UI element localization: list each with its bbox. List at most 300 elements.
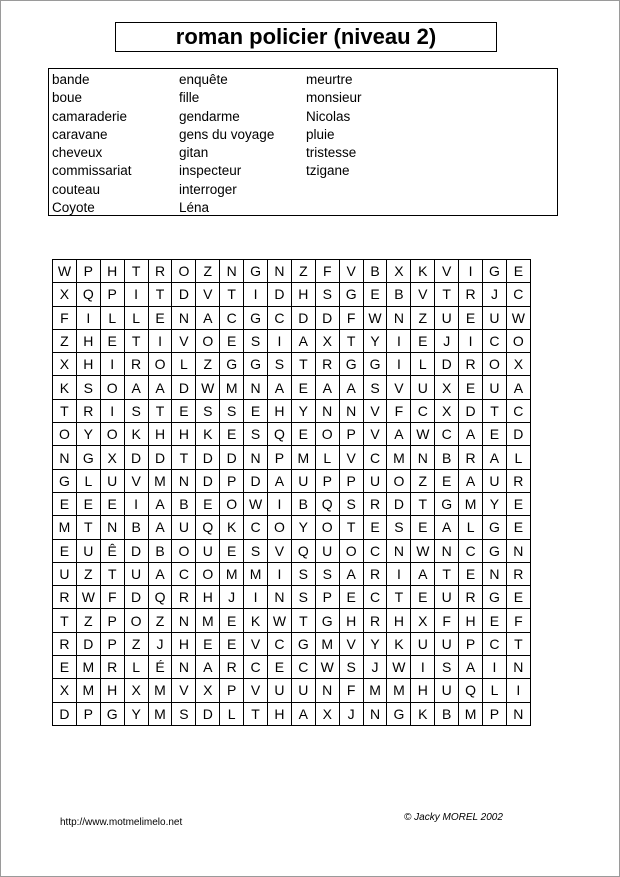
grid-cell[interactable]: S (220, 399, 244, 422)
grid-cell[interactable]: T (100, 562, 124, 585)
grid-cell[interactable]: A (268, 469, 292, 492)
grid-cell[interactable]: T (53, 399, 77, 422)
grid-cell[interactable]: T (124, 260, 148, 283)
grid-cell[interactable]: G (291, 632, 315, 655)
grid-cell[interactable]: K (411, 702, 435, 725)
grid-cell[interactable]: O (172, 260, 196, 283)
grid-cell[interactable]: E (506, 516, 530, 539)
grid-cell[interactable]: I (244, 586, 268, 609)
grid-cell[interactable]: Q (148, 586, 172, 609)
grid-cell[interactable]: R (148, 260, 172, 283)
grid-cell[interactable]: V (244, 679, 268, 702)
grid-cell[interactable]: V (172, 679, 196, 702)
grid-cell[interactable]: W (506, 306, 530, 329)
grid-cell[interactable]: O (220, 492, 244, 515)
grid-cell[interactable]: I (268, 562, 292, 585)
grid-cell[interactable]: H (459, 609, 483, 632)
grid-cell[interactable]: I (387, 562, 411, 585)
grid-cell[interactable]: R (459, 446, 483, 469)
grid-cell[interactable]: U (435, 306, 459, 329)
grid-cell[interactable]: A (291, 702, 315, 725)
grid-cell[interactable]: T (53, 609, 77, 632)
grid-cell[interactable]: O (315, 423, 339, 446)
grid-cell[interactable]: E (196, 492, 220, 515)
grid-cell[interactable]: K (196, 423, 220, 446)
grid-cell[interactable]: T (291, 353, 315, 376)
grid-cell[interactable]: C (483, 632, 507, 655)
grid-cell[interactable]: H (387, 609, 411, 632)
grid-cell[interactable]: N (172, 306, 196, 329)
grid-cell[interactable]: N (387, 306, 411, 329)
grid-cell[interactable]: X (315, 702, 339, 725)
grid-cell[interactable]: N (172, 609, 196, 632)
grid-cell[interactable]: M (76, 679, 100, 702)
grid-cell[interactable]: I (244, 283, 268, 306)
grid-cell[interactable]: C (268, 306, 292, 329)
grid-cell[interactable]: N (244, 376, 268, 399)
grid-cell[interactable]: O (124, 609, 148, 632)
grid-cell[interactable]: T (172, 446, 196, 469)
grid-cell[interactable]: U (435, 586, 459, 609)
grid-cell[interactable]: W (387, 656, 411, 679)
grid-cell[interactable]: G (53, 469, 77, 492)
grid-cell[interactable]: T (244, 702, 268, 725)
grid-cell[interactable]: S (363, 376, 387, 399)
grid-cell[interactable]: Q (291, 539, 315, 562)
grid-cell[interactable]: W (268, 609, 292, 632)
grid-cell[interactable]: E (506, 586, 530, 609)
grid-cell[interactable]: D (148, 446, 172, 469)
grid-cell[interactable]: Q (268, 423, 292, 446)
grid-cell[interactable]: D (387, 492, 411, 515)
grid-cell[interactable]: E (220, 539, 244, 562)
grid-cell[interactable]: C (363, 586, 387, 609)
grid-cell[interactable]: N (506, 539, 530, 562)
grid-cell[interactable]: I (459, 329, 483, 352)
grid-cell[interactable]: H (291, 283, 315, 306)
grid-cell[interactable]: W (53, 260, 77, 283)
grid-cell[interactable]: B (172, 492, 196, 515)
grid-cell[interactable]: I (124, 283, 148, 306)
grid-cell[interactable]: E (506, 492, 530, 515)
grid-cell[interactable]: M (315, 632, 339, 655)
grid-cell[interactable]: C (220, 306, 244, 329)
grid-cell[interactable]: E (268, 656, 292, 679)
grid-cell[interactable]: Z (76, 609, 100, 632)
grid-cell[interactable]: S (244, 539, 268, 562)
grid-cell[interactable]: U (315, 539, 339, 562)
grid-cell[interactable]: U (53, 562, 77, 585)
grid-cell[interactable]: U (363, 469, 387, 492)
grid-cell[interactable]: Q (196, 516, 220, 539)
grid-cell[interactable]: E (506, 260, 530, 283)
grid-cell[interactable]: S (124, 399, 148, 422)
grid-cell[interactable]: R (363, 562, 387, 585)
grid-cell[interactable]: O (483, 353, 507, 376)
grid-cell[interactable]: I (124, 492, 148, 515)
grid-cell[interactable]: Z (124, 632, 148, 655)
grid-cell[interactable]: U (435, 679, 459, 702)
grid-cell[interactable]: E (435, 469, 459, 492)
grid-cell[interactable]: E (100, 492, 124, 515)
grid-cell[interactable]: K (244, 609, 268, 632)
grid-cell[interactable]: N (506, 702, 530, 725)
grid-cell[interactable]: R (76, 399, 100, 422)
grid-cell[interactable]: B (148, 539, 172, 562)
grid-cell[interactable]: V (363, 399, 387, 422)
grid-cell[interactable]: L (76, 469, 100, 492)
grid-cell[interactable]: W (196, 376, 220, 399)
grid-cell[interactable]: Q (315, 492, 339, 515)
grid-cell[interactable]: N (339, 399, 363, 422)
grid-cell[interactable]: T (148, 399, 172, 422)
grid-cell[interactable]: S (339, 656, 363, 679)
grid-cell[interactable]: E (220, 423, 244, 446)
grid-cell[interactable]: C (291, 656, 315, 679)
grid-cell[interactable]: G (244, 306, 268, 329)
grid-cell[interactable]: E (411, 516, 435, 539)
grid-cell[interactable]: U (483, 376, 507, 399)
grid-cell[interactable]: I (387, 353, 411, 376)
grid-cell[interactable]: M (148, 679, 172, 702)
grid-cell[interactable]: T (148, 283, 172, 306)
grid-cell[interactable]: R (363, 609, 387, 632)
grid-cell[interactable]: N (100, 516, 124, 539)
grid-cell[interactable]: L (172, 353, 196, 376)
grid-cell[interactable]: D (220, 446, 244, 469)
grid-cell[interactable]: Y (363, 632, 387, 655)
grid-cell[interactable]: S (244, 329, 268, 352)
grid-cell[interactable]: P (100, 609, 124, 632)
grid-cell[interactable]: G (483, 516, 507, 539)
grid-cell[interactable]: U (172, 516, 196, 539)
grid-cell[interactable]: A (483, 446, 507, 469)
grid-cell[interactable]: A (411, 562, 435, 585)
grid-cell[interactable]: I (100, 353, 124, 376)
grid-cell[interactable]: X (124, 679, 148, 702)
grid-cell[interactable]: H (100, 679, 124, 702)
grid-cell[interactable]: R (100, 656, 124, 679)
grid-cell[interactable]: S (315, 562, 339, 585)
grid-cell[interactable]: U (76, 539, 100, 562)
grid-cell[interactable]: L (124, 656, 148, 679)
grid-cell[interactable]: U (483, 306, 507, 329)
grid-cell[interactable]: Y (124, 702, 148, 725)
grid-cell[interactable]: A (291, 329, 315, 352)
grid-cell[interactable]: F (339, 679, 363, 702)
grid-cell[interactable]: M (53, 516, 77, 539)
grid-cell[interactable]: P (100, 632, 124, 655)
grid-cell[interactable]: M (196, 609, 220, 632)
grid-cell[interactable]: N (411, 446, 435, 469)
grid-cell[interactable]: S (268, 353, 292, 376)
grid-cell[interactable]: P (220, 679, 244, 702)
grid-cell[interactable]: P (339, 469, 363, 492)
grid-cell[interactable]: Z (196, 260, 220, 283)
grid-cell[interactable]: X (315, 329, 339, 352)
grid-cell[interactable]: R (53, 632, 77, 655)
grid-cell[interactable]: J (483, 283, 507, 306)
grid-cell[interactable]: S (435, 656, 459, 679)
grid-cell[interactable]: S (76, 376, 100, 399)
grid-cell[interactable]: M (220, 562, 244, 585)
grid-cell[interactable]: E (148, 306, 172, 329)
grid-cell[interactable]: E (291, 376, 315, 399)
grid-cell[interactable]: H (196, 586, 220, 609)
grid-cell[interactable]: T (124, 329, 148, 352)
grid-cell[interactable]: N (387, 539, 411, 562)
grid-cell[interactable]: E (100, 329, 124, 352)
grid-cell[interactable]: I (76, 306, 100, 329)
grid-cell[interactable]: A (435, 516, 459, 539)
grid-cell[interactable]: D (196, 702, 220, 725)
grid-cell[interactable]: J (339, 702, 363, 725)
grid-cell[interactable]: A (148, 562, 172, 585)
grid-cell[interactable]: E (483, 609, 507, 632)
grid-cell[interactable]: I (148, 329, 172, 352)
grid-cell[interactable]: X (53, 283, 77, 306)
grid-cell[interactable]: M (76, 656, 100, 679)
grid-cell[interactable]: D (172, 376, 196, 399)
grid-cell[interactable]: R (124, 353, 148, 376)
grid-cell[interactable]: N (315, 399, 339, 422)
grid-cell[interactable]: K (411, 260, 435, 283)
grid-cell[interactable]: R (459, 586, 483, 609)
grid-cell[interactable]: P (268, 446, 292, 469)
grid-cell[interactable]: H (172, 423, 196, 446)
grid-cell[interactable]: U (411, 632, 435, 655)
grid-cell[interactable]: R (53, 586, 77, 609)
grid-cell[interactable]: G (483, 539, 507, 562)
grid-cell[interactable]: T (291, 609, 315, 632)
grid-cell[interactable]: F (339, 306, 363, 329)
grid-cell[interactable]: T (435, 283, 459, 306)
grid-cell[interactable]: K (220, 516, 244, 539)
grid-cell[interactable]: V (387, 376, 411, 399)
grid-cell[interactable]: C (459, 539, 483, 562)
grid-cell[interactable]: B (435, 446, 459, 469)
grid-cell[interactable]: U (483, 469, 507, 492)
grid-cell[interactable]: S (196, 399, 220, 422)
grid-cell[interactable]: I (483, 656, 507, 679)
grid-cell[interactable]: N (172, 469, 196, 492)
grid-cell[interactable]: A (315, 376, 339, 399)
grid-cell[interactable]: T (339, 329, 363, 352)
grid-cell[interactable]: Y (291, 516, 315, 539)
grid-cell[interactable]: Y (76, 423, 100, 446)
grid-cell[interactable]: A (387, 423, 411, 446)
grid-cell[interactable]: Z (148, 609, 172, 632)
grid-cell[interactable]: Z (411, 469, 435, 492)
grid-cell[interactable]: Ê (100, 539, 124, 562)
grid-cell[interactable]: H (339, 609, 363, 632)
grid-cell[interactable]: T (220, 283, 244, 306)
grid-cell[interactable]: P (100, 283, 124, 306)
grid-cell[interactable]: E (172, 399, 196, 422)
grid-cell[interactable]: O (196, 329, 220, 352)
grid-cell[interactable]: O (268, 516, 292, 539)
grid-cell[interactable]: F (506, 609, 530, 632)
grid-cell[interactable]: Q (76, 283, 100, 306)
grid-cell[interactable]: O (506, 329, 530, 352)
grid-cell[interactable]: H (76, 329, 100, 352)
grid-cell[interactable]: T (506, 632, 530, 655)
grid-cell[interactable]: J (148, 632, 172, 655)
grid-cell[interactable]: R (315, 353, 339, 376)
grid-cell[interactable]: A (148, 492, 172, 515)
grid-cell[interactable]: I (268, 492, 292, 515)
grid-cell[interactable]: I (506, 679, 530, 702)
grid-cell[interactable]: O (196, 562, 220, 585)
grid-cell[interactable]: X (387, 260, 411, 283)
grid-cell[interactable]: E (411, 329, 435, 352)
grid-cell[interactable]: G (483, 586, 507, 609)
grid-cell[interactable]: F (435, 609, 459, 632)
grid-cell[interactable]: E (291, 423, 315, 446)
grid-cell[interactable]: M (220, 376, 244, 399)
grid-cell[interactable]: V (363, 423, 387, 446)
grid-cell[interactable]: O (100, 376, 124, 399)
grid-cell[interactable]: F (100, 586, 124, 609)
grid-cell[interactable]: O (100, 423, 124, 446)
grid-cell[interactable]: H (268, 399, 292, 422)
grid-cell[interactable]: X (506, 353, 530, 376)
grid-cell[interactable]: R (363, 492, 387, 515)
grid-cell[interactable]: A (339, 376, 363, 399)
grid-cell[interactable]: L (124, 306, 148, 329)
grid-cell[interactable]: X (435, 376, 459, 399)
grid-cell[interactable]: N (483, 562, 507, 585)
grid-cell[interactable]: W (411, 539, 435, 562)
grid-cell[interactable]: U (124, 562, 148, 585)
grid-cell[interactable]: Z (196, 353, 220, 376)
grid-cell[interactable]: M (387, 446, 411, 469)
grid-cell[interactable]: W (315, 656, 339, 679)
grid-cell[interactable]: O (315, 516, 339, 539)
grid-cell[interactable]: I (459, 260, 483, 283)
grid-cell[interactable]: R (172, 586, 196, 609)
grid-cell[interactable]: N (53, 446, 77, 469)
grid-cell[interactable]: D (53, 702, 77, 725)
grid-cell[interactable]: I (411, 656, 435, 679)
grid-cell[interactable]: M (387, 679, 411, 702)
grid-cell[interactable]: C (506, 283, 530, 306)
grid-cell[interactable]: U (291, 679, 315, 702)
grid-cell[interactable]: A (339, 562, 363, 585)
grid-cell[interactable]: W (244, 492, 268, 515)
grid-cell[interactable]: L (459, 516, 483, 539)
grid-cell[interactable]: M (148, 469, 172, 492)
grid-cell[interactable]: D (124, 539, 148, 562)
grid-cell[interactable]: S (291, 586, 315, 609)
grid-cell[interactable]: V (268, 539, 292, 562)
grid-cell[interactable]: R (220, 656, 244, 679)
grid-cell[interactable]: V (244, 632, 268, 655)
grid-cell[interactable]: M (244, 562, 268, 585)
grid-cell[interactable]: C (506, 399, 530, 422)
grid-cell[interactable]: D (124, 446, 148, 469)
grid-cell[interactable]: L (483, 679, 507, 702)
grid-cell[interactable]: M (459, 702, 483, 725)
grid-cell[interactable]: E (459, 306, 483, 329)
grid-cell[interactable]: D (124, 586, 148, 609)
grid-cell[interactable]: O (387, 469, 411, 492)
grid-cell[interactable]: D (196, 469, 220, 492)
grid-cell[interactable]: T (339, 516, 363, 539)
grid-cell[interactable]: H (100, 260, 124, 283)
grid-cell[interactable]: C (244, 656, 268, 679)
grid-cell[interactable]: R (506, 562, 530, 585)
grid-cell[interactable]: G (339, 353, 363, 376)
grid-cell[interactable]: O (172, 539, 196, 562)
grid-cell[interactable]: E (196, 632, 220, 655)
grid-cell[interactable]: E (459, 376, 483, 399)
grid-cell[interactable]: B (435, 702, 459, 725)
grid-cell[interactable]: T (435, 562, 459, 585)
grid-cell[interactable]: A (196, 306, 220, 329)
grid-cell[interactable]: F (387, 399, 411, 422)
grid-cell[interactable]: P (76, 702, 100, 725)
grid-cell[interactable]: S (291, 562, 315, 585)
grid-cell[interactable]: L (220, 702, 244, 725)
grid-cell[interactable]: U (435, 632, 459, 655)
grid-cell[interactable]: U (268, 679, 292, 702)
grid-cell[interactable]: V (435, 260, 459, 283)
grid-cell[interactable]: G (435, 492, 459, 515)
grid-cell[interactable]: S (315, 283, 339, 306)
grid-cell[interactable]: I (387, 329, 411, 352)
grid-cell[interactable]: I (100, 399, 124, 422)
grid-cell[interactable]: O (148, 353, 172, 376)
grid-cell[interactable]: P (76, 260, 100, 283)
grid-cell[interactable]: A (459, 656, 483, 679)
grid-cell[interactable]: H (172, 632, 196, 655)
grid-cell[interactable]: D (291, 306, 315, 329)
grid-cell[interactable]: L (100, 306, 124, 329)
grid-cell[interactable]: D (268, 283, 292, 306)
grid-cell[interactable]: K (387, 632, 411, 655)
grid-cell[interactable]: S (387, 516, 411, 539)
grid-cell[interactable]: U (411, 376, 435, 399)
grid-cell[interactable]: E (53, 492, 77, 515)
grid-cell[interactable]: D (172, 283, 196, 306)
grid-cell[interactable]: R (459, 353, 483, 376)
grid-cell[interactable]: F (315, 260, 339, 283)
grid-cell[interactable]: O (339, 539, 363, 562)
grid-cell[interactable]: J (220, 586, 244, 609)
grid-cell[interactable]: V (339, 446, 363, 469)
grid-cell[interactable]: D (76, 632, 100, 655)
grid-cell[interactable]: É (148, 656, 172, 679)
grid-cell[interactable]: D (506, 423, 530, 446)
grid-cell[interactable]: D (315, 306, 339, 329)
grid-cell[interactable]: C (411, 399, 435, 422)
grid-cell[interactable]: Q (459, 679, 483, 702)
grid-cell[interactable]: E (220, 632, 244, 655)
grid-cell[interactable]: E (53, 656, 77, 679)
grid-cell[interactable]: Z (411, 306, 435, 329)
grid-cell[interactable]: G (483, 260, 507, 283)
grid-cell[interactable]: S (339, 492, 363, 515)
grid-cell[interactable]: V (172, 329, 196, 352)
grid-cell[interactable]: G (363, 353, 387, 376)
grid-cell[interactable]: P (315, 586, 339, 609)
grid-cell[interactable]: E (483, 423, 507, 446)
grid-cell[interactable]: N (220, 260, 244, 283)
grid-cell[interactable]: W (76, 586, 100, 609)
grid-cell[interactable]: N (268, 260, 292, 283)
grid-cell[interactable]: C (172, 562, 196, 585)
